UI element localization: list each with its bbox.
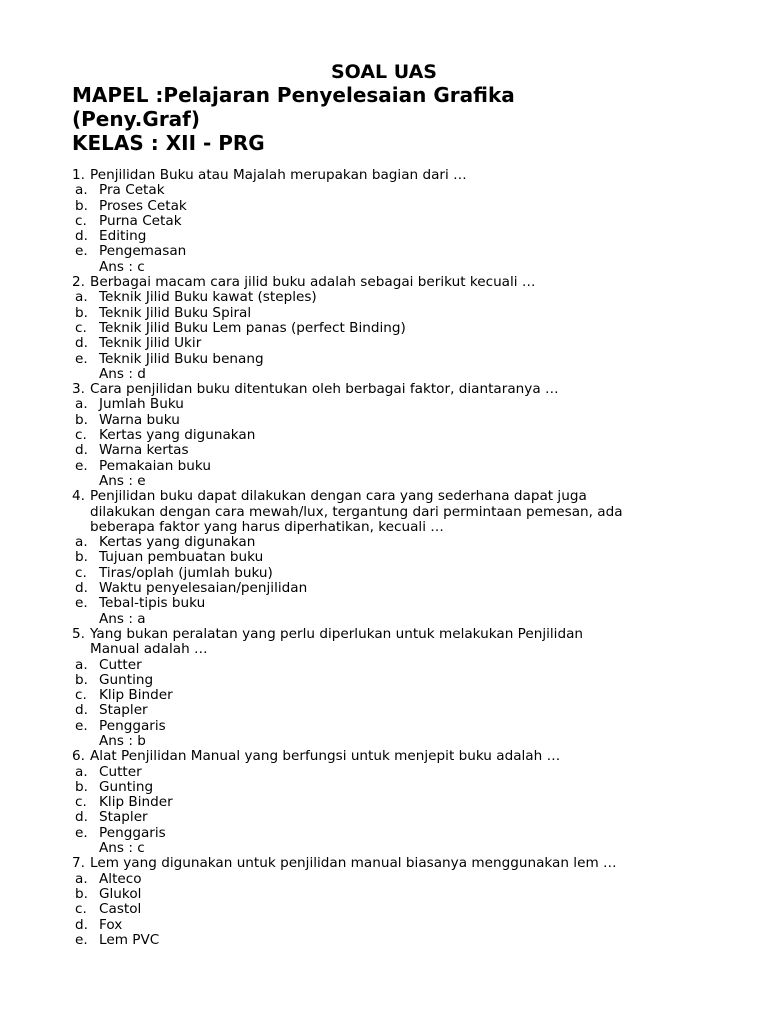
class-line: KELAS : XII - PRG — [72, 131, 265, 155]
option-text: Klip Binder — [99, 687, 173, 704]
question-text: Cara penjilidan buku ditentukan oleh berbagai faktor, diantaranya … — [90, 381, 559, 398]
question-text: Penjilidan buku dapat dilakukan dengan cara yang sederhana dapat juga dilakukan dengan cara mewah/lux, tergantung dari permintaan pemesan, ada beberapa faktor yang harus diperhatikan, kecuali … — [90, 488, 623, 535]
option-letter: c. — [75, 319, 87, 336]
answer-option — [72, 918, 712, 933]
option-text: Teknik Jilid Buku Lem panas (perfect Binding) — [99, 319, 406, 336]
option-letter: d. — [75, 442, 88, 459]
option-text: Fox — [99, 916, 123, 933]
option-text: Gunting — [99, 671, 154, 688]
question-item — [72, 627, 712, 658]
option-letter: d. — [75, 916, 88, 933]
option-letter: c. — [75, 901, 87, 918]
answer-option — [72, 719, 712, 734]
answer-option — [72, 566, 712, 581]
answer-option — [72, 352, 712, 367]
question-number: 7. — [72, 855, 85, 872]
question-item — [72, 275, 712, 290]
option-text: Warna buku — [99, 411, 180, 428]
document-title: SOAL UAS — [331, 61, 437, 83]
option-text: Tujuan pembuatan buku — [99, 549, 264, 566]
option-letter: a. — [75, 763, 88, 780]
option-letter: e. — [75, 595, 88, 612]
option-text: Tebal-tipis buku — [99, 595, 206, 612]
answer-option — [72, 535, 712, 550]
option-letter: e. — [75, 243, 88, 260]
option-text: Teknik Jilid Buku benang — [99, 350, 264, 367]
question-number: 4. — [72, 488, 85, 505]
answer-key: Ans : c — [99, 258, 145, 275]
question-number: 2. — [72, 274, 85, 291]
question-item — [72, 382, 712, 397]
mapel-line — [72, 83, 712, 107]
option-letter: d. — [75, 580, 88, 597]
answer-option — [72, 336, 712, 351]
answer-option — [72, 933, 712, 948]
answer-option — [72, 581, 712, 596]
option-text: Purna Cetak — [99, 212, 182, 229]
question-number: 3. — [72, 381, 85, 398]
answer-option — [72, 321, 712, 336]
option-text: Lem PVC — [99, 931, 160, 948]
answer-option — [72, 703, 712, 718]
mapel-abbr: (Peny.Graf) — [72, 107, 201, 131]
option-text: Stapler — [99, 809, 148, 826]
option-letter: a. — [75, 656, 88, 673]
answer-option — [72, 658, 712, 673]
option-letter: b. — [75, 304, 88, 321]
option-letter: a. — [75, 182, 88, 199]
option-text: Editing — [99, 228, 147, 245]
option-letter: b. — [75, 549, 88, 566]
answer-option — [72, 902, 712, 917]
answer-option — [72, 673, 712, 688]
option-letter: b. — [75, 411, 88, 428]
option-letter: d. — [75, 702, 88, 719]
option-letter: a. — [75, 870, 88, 887]
option-letter: c. — [75, 687, 87, 704]
answer-option — [72, 459, 712, 474]
option-letter: b. — [75, 197, 88, 214]
option-text: Klip Binder — [99, 794, 173, 811]
option-text: Cutter — [99, 763, 142, 780]
mapel-label: MAPEL — [72, 83, 149, 107]
answer-option — [72, 810, 712, 825]
answer-option — [72, 795, 712, 810]
option-letter: d. — [75, 335, 88, 352]
answer-option — [72, 183, 712, 198]
option-letter: e. — [75, 931, 88, 948]
option-text: Pra Cetak — [99, 182, 165, 199]
option-letter: d. — [75, 809, 88, 826]
mapel-value: :Pelajaran Penyelesaian Grafika — [155, 83, 515, 107]
option-text: Stapler — [99, 702, 148, 719]
question-item — [72, 489, 712, 535]
option-text: Teknik Jilid Buku kawat (steples) — [99, 289, 317, 306]
answer-option — [72, 550, 712, 565]
option-letter: e. — [75, 717, 88, 734]
option-letter: c. — [75, 564, 87, 581]
option-letter: b. — [75, 778, 88, 795]
option-letter: a. — [75, 534, 88, 551]
option-text: Warna kertas — [99, 442, 189, 459]
option-letter: a. — [75, 289, 88, 306]
answer-option — [72, 214, 712, 229]
option-text: Kertas yang digunakan — [99, 534, 256, 551]
question-item — [72, 749, 712, 764]
answer-key: Ans : c — [99, 840, 145, 857]
question-number: 5. — [72, 625, 85, 642]
answer-option — [72, 428, 712, 443]
option-letter: a. — [75, 396, 88, 413]
answer-option — [72, 290, 712, 305]
question-item — [72, 856, 712, 871]
option-letter: d. — [75, 228, 88, 245]
option-letter: e. — [75, 457, 88, 474]
answer-option — [72, 199, 712, 214]
answer-option — [72, 780, 712, 795]
option-letter: e. — [75, 824, 88, 841]
answer-key: Ans : a — [99, 610, 146, 627]
option-text: Waktu penyelesaian/penjilidan — [99, 580, 308, 597]
option-letter: b. — [75, 671, 88, 688]
answer-option — [72, 887, 712, 902]
question-number: 6. — [72, 748, 85, 765]
option-text: Gunting — [99, 778, 154, 795]
option-text: Jumlah Buku — [99, 396, 184, 413]
answer-option — [72, 596, 712, 611]
answer-key: Ans : d — [99, 365, 146, 382]
option-letter: c. — [75, 794, 87, 811]
option-text: Teknik Jilid Ukir — [99, 335, 202, 352]
option-text: Kertas yang digunakan — [99, 427, 256, 444]
option-text: Alteco — [99, 870, 142, 887]
answer-option — [72, 872, 712, 887]
question-text: Yang bukan peralatan yang perlu diperlukan untuk melakukan Penjilidan Manual adalah … — [90, 625, 584, 658]
option-text: Proses Cetak — [99, 197, 187, 214]
question-list — [72, 168, 712, 948]
option-text: Tiras/oplah (jumlah buku) — [99, 564, 273, 581]
option-text: Penggaris — [99, 824, 166, 841]
option-text: Cutter — [99, 656, 142, 673]
answer-option — [72, 306, 712, 321]
answer-option — [72, 688, 712, 703]
answer-option — [72, 765, 712, 780]
document-heading — [72, 83, 712, 155]
answer-key: Ans : e — [99, 472, 146, 489]
option-letter: b. — [75, 885, 88, 902]
option-letter: c. — [75, 212, 87, 229]
answer-option — [72, 397, 712, 412]
question-item — [72, 168, 712, 183]
answer-key: Ans : b — [99, 732, 146, 749]
option-text: Penggaris — [99, 717, 166, 734]
question-text: Lem yang digunakan untuk penjilidan manual biasanya menggunakan lem … — [90, 855, 617, 872]
option-letter: c. — [75, 427, 87, 444]
answer-option — [72, 826, 712, 841]
option-text: Castol — [99, 901, 142, 918]
answer-option — [72, 413, 712, 428]
question-text: Berbagai macam cara jilid buku adalah sebagai berikut kecuali … — [90, 274, 536, 291]
question-text: Penjilidan Buku atau Majalah merupakan bagian dari … — [90, 167, 467, 183]
answer-option — [72, 244, 712, 259]
question-number: 1. — [72, 167, 85, 183]
option-text: Glukol — [99, 885, 142, 902]
question-text: Alat Penjilidan Manual yang berfungsi untuk menjepit buku adalah … — [90, 748, 561, 765]
answer-option — [72, 443, 712, 458]
option-letter: e. — [75, 350, 88, 367]
option-text: Pemakaian buku — [99, 457, 211, 474]
option-text: Teknik Jilid Buku Spiral — [99, 304, 252, 321]
answer-option — [72, 229, 712, 244]
option-text: Pengemasan — [99, 243, 187, 260]
